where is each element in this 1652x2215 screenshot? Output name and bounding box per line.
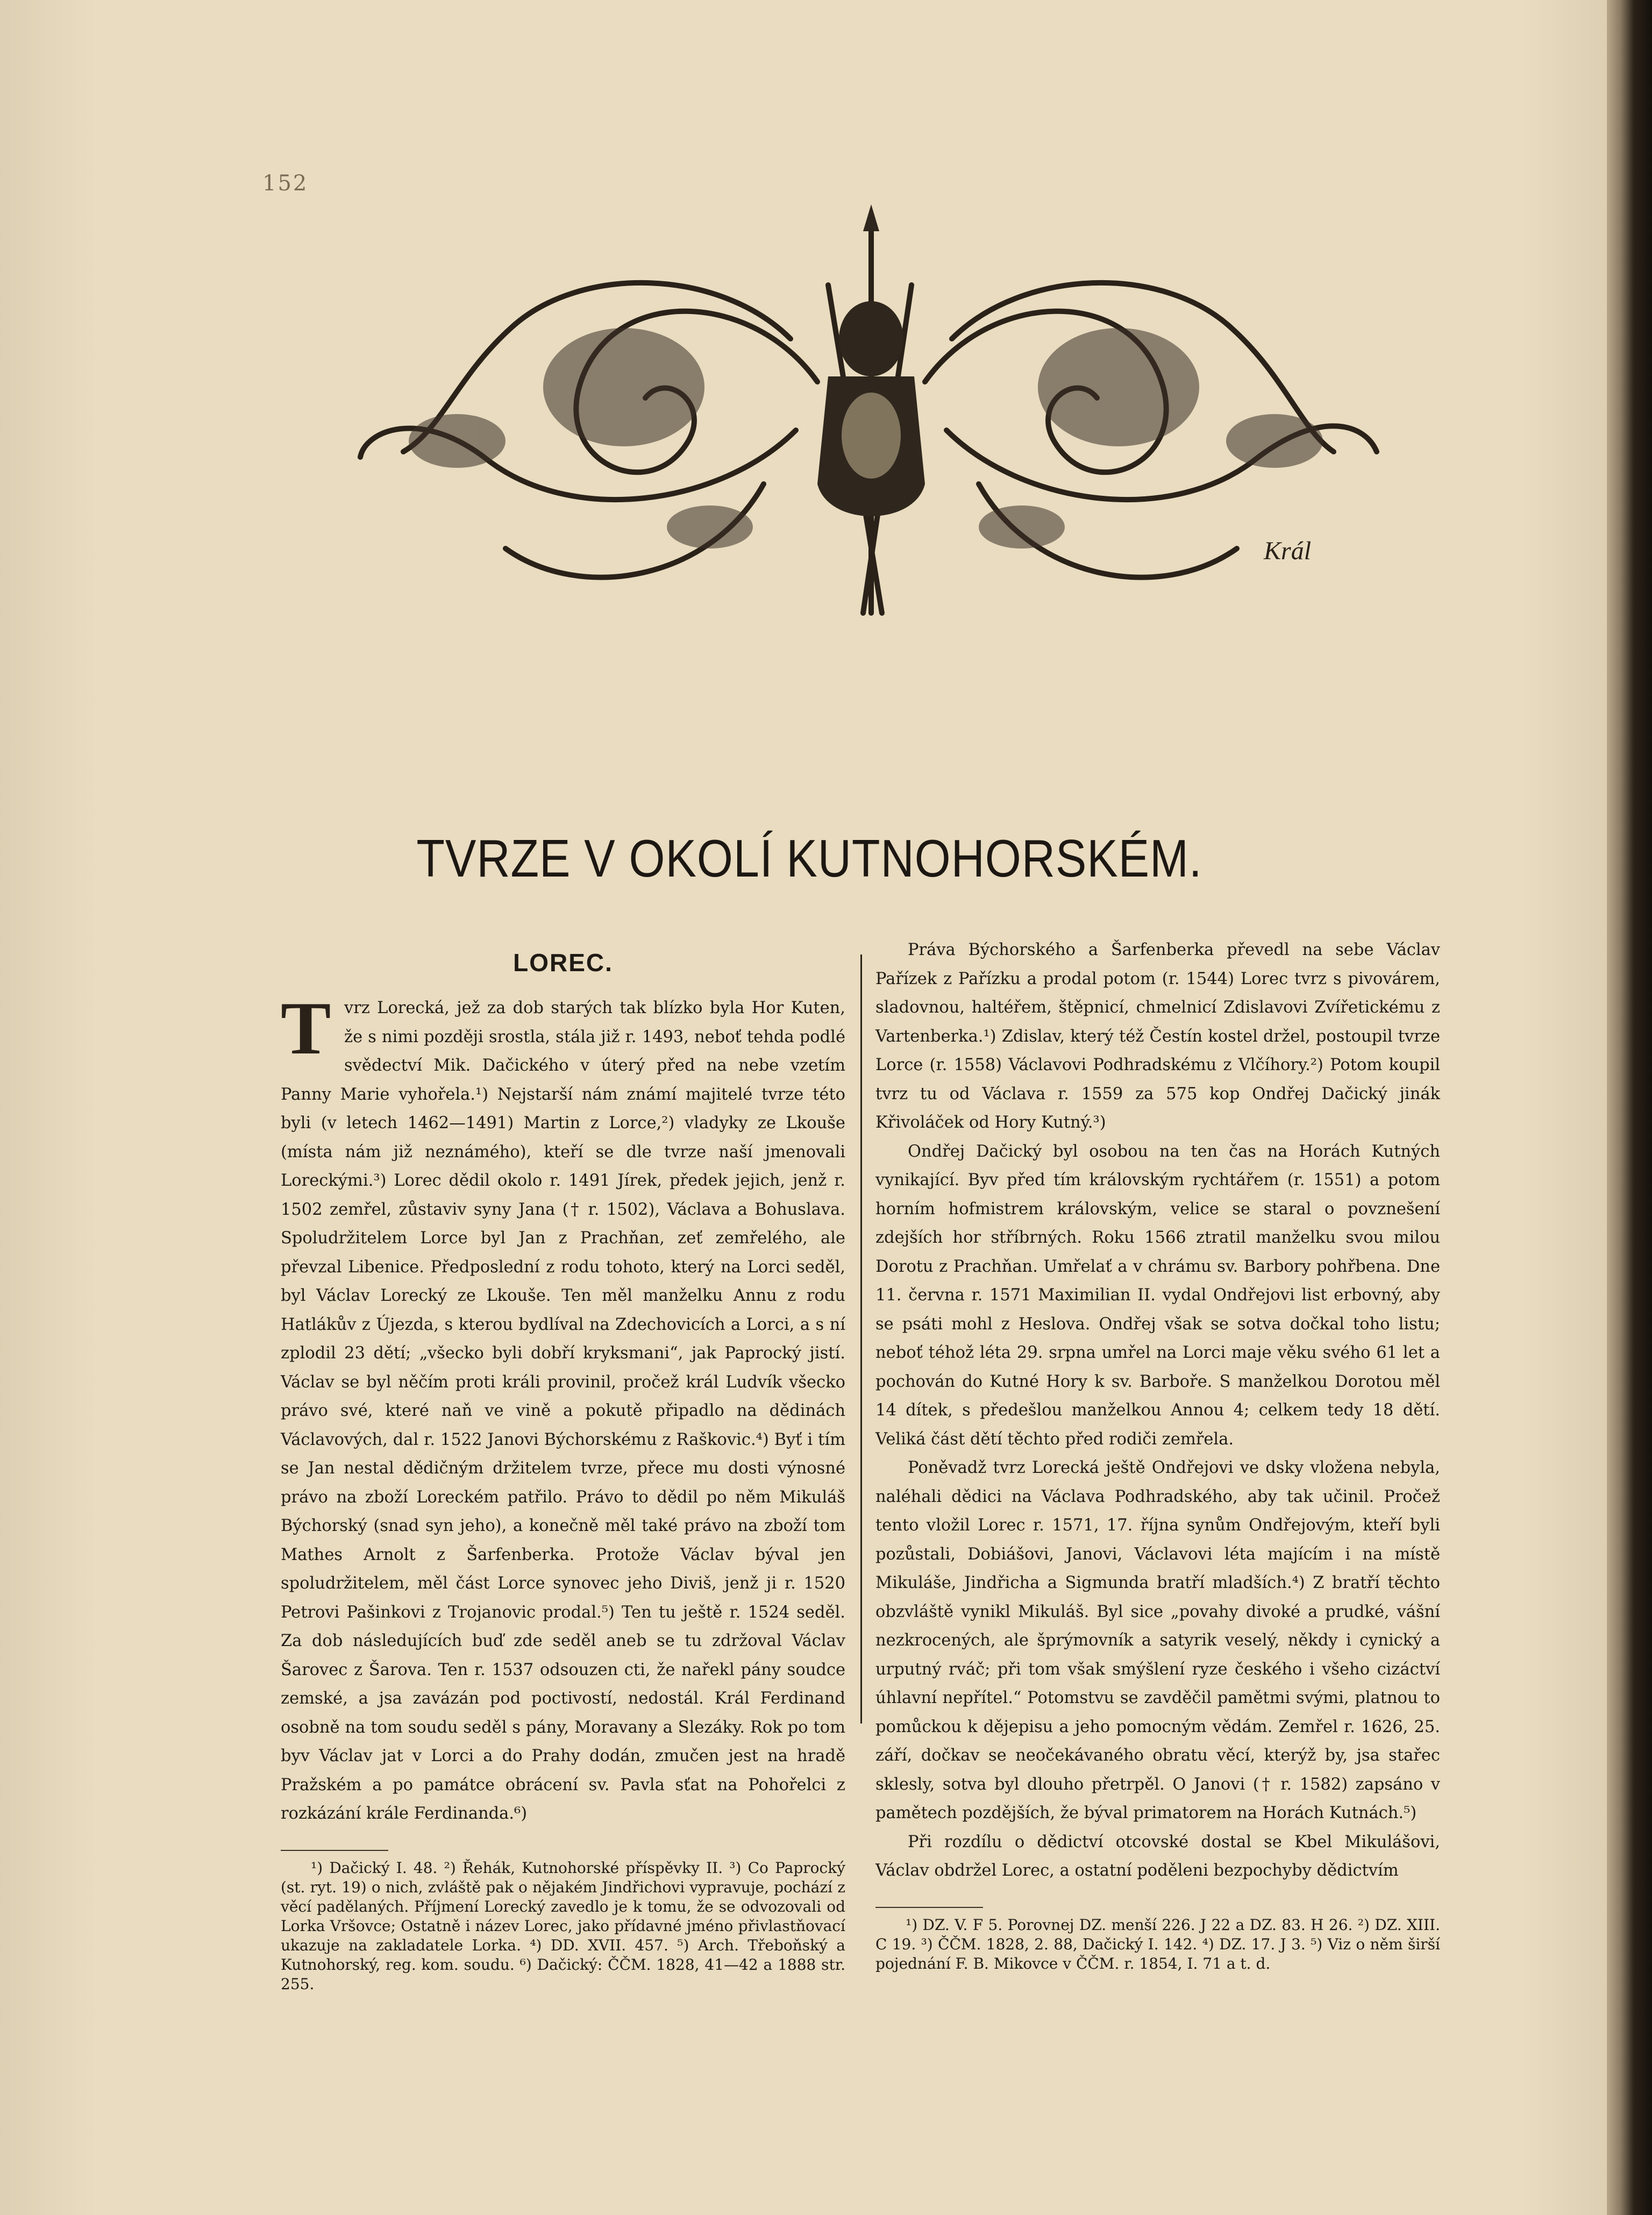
paragraph: Při rozdílu o dědictví otcovské dostal se Kbel Mikulášovi, Václav obdržel Lorec, a ostatní poděleni bezpochyby dědictvím (875, 1832, 1440, 1880)
paragraph: vrz Lorecká, jež za dob starých tak blízko byla Hor Kuten, že s nimi později srostla, stála již r. 1493, neboť tehda podlé svědectví Mik. Dačického v úterý před na nebe vzetím Panny Marie vyhořela.¹) Nejstarší nám známí majitelé tvrze této byli (v letech 1462—1491) Martin z Lorce,²) vladyky ze Lkouše (místa nám již neznámého), kteří se dle tvrze naší jmenovali Loreckými.³) Lorec dědil okolo r. 1491 Jírek, předek jejich, jenž r. 1502 zemřel, zůstaviv syny Jana († r. 1502), Václava a Bohuslava. Spoludržitelem Lorce byl Jan z Prachňan, zeť zemřelého, ale převzal Libenice. Předposlední z rodu tohoto, který na Lorci seděl, byl Václav Lorecký ze Lkouše. Ten měl manželku Annu z rodu Hatlákův z Újezda, s kterou bydlíval na Zdechovicích a Lorci, a s ní zplodil 23 dětí; „všecko byli dobří kryksmani“, jak Paprocký jistí. Václav se byl něčím proti králi provinil, pročež král Ludvík všecko právo své, které naň ve vině a pokutě připadlo na dědinách Václavových, dal r. 1522 Janovi Býchorskému z Raškovic.⁴) Byť i tím se Jan nestal dědičným držitelem tvrze, přece mu dosti výnosné právo na zboží Loreckém patřilo. Právo to dědil po něm Mikuláš Býchorský (snad syn jeho), a konečně měl také právo na zboží tom Mathes Arnolt z Šarfenberka. Protože Václav býval jen spoludržitelem, měl část Lorce synovec jeho Diviš, jenž ji r. 1520 Petrovi Pašinkovi z Trojanovic prodal.⁵) Ten tu ještě r. 1524 seděl. Za dob následujících buď zde seděl aneb se tu zdržoval Václav Šarovec z Šarova. Ten r. 1537 odsouzen cti, že nařekl pány soudce zemské, a jsa zavázán pod poctivostí, nedostál. Král Ferdinand osobně na tom soudu seděl s pány, Moravany a Slezáky. Rok po tom byv Václav jat v Lorci a do Prahy dodán, zmučen jest na hradě Pražském a po památce obrácení sv. Pavla sťat na Pohořelci z rozkázání krále Ferdinanda.⁶) (281, 999, 845, 1823)
left-footnotes (281, 1858, 845, 1994)
column-divider (860, 955, 862, 1723)
artist-signature: Král (1264, 537, 1312, 565)
left-column (281, 946, 845, 1994)
footnote-text: ¹) Dačický I. 48. ²) Řehák, Kutnohorské příspěvky II. ³) Co Paprocký (st. ryt. 19) o nich, zvláště pak o nějakém Jindřichovi vypravuje, pochází z věcí padělaných. Příjmení Lorecký zavedlo je k tomu, že se odvozovali od Lorka Vršovce; Ostatně i název Lorec, jako přídavné jméno přivlastňovací ukazuje na zakladatele Lorka. ⁴) DD. XVII. 457. ⁵) Arch. Třeboňský a Kutnohorský, reg. kom. soudu. ⁶) Dačický: ČČM. 1828, 41—42 a 1888 str. 255. (281, 1858, 845, 1993)
right-column (875, 936, 1440, 1974)
knight-ornament-icon (280, 204, 1398, 645)
footnote-rule (281, 1850, 388, 1851)
dropcap-letter: T (281, 987, 331, 1070)
section-title: LOREC. (513, 949, 613, 977)
footnote-rule (875, 1907, 983, 1908)
paragraph: Poněvadž tvrz Lorecká ještě Ondřejovi ve dsky vložena nebyla, naléhali dědici na Václava Podhradského, aby tak učinil. Pročež tento vložil Lorec r. 1571, 17. října synům Ondřejovým, kteří byli pozůstali, Dobiášovi, Janovi, Václavovi léta majícím i na místě Mikuláše, Jindřicha a Sigmunda bratří mladších.⁴) Z bratří těchto obzvláště vynikl Mikuláš. Byl sice „povahy divoké a prudké, vášní nezkrocených, ale šprýmovník a satyrik veselý, někdy i cynický a urputný rváč; při tom však smýšlení ryze českého i všeho cizáctví úhlavní nepřítel.“ Potomstvu se zavděčil pamětmi svými, platnou to pomůckou k dějepisu a jeho pomocným vědám. Zemřel r. 1626, 25. září, dočkav se neočekávaného obratu věcí, kterýž by, jsa stařec sklesly, sotva byl dlouho přetrpěl. O Janovi († r. 1582) zapsáno v pamětech pozdějších, že býval primatorem na Horách Kutnách.⁵) (875, 1458, 1440, 1822)
paragraph: Ondřej Dačický byl osobou na ten čas na Horách Kutných vynikající. Byv před tím královským rychtářem (r. 1551) a potom horním hofmistrem královským, velice se staral o povznešení zdejších hor stříbrných. Roku 1566 ztratil manželku svou milou Dorotu z Prachňan. Umřelať a v chrámu sv. Barbory pohřbena. Dne 11. června r. 1571 Maximilian II. vydal Ondřejovi list erbovný, aby se psáti mohl z Heslova. Ondřej však se sotva dočkal toho listu; neboť téhož léta 29. srpna umřel na Lorci maje věku svého 61 let a pochován do Kutné Hory k sv. Barboře. S manželkou Dorotou měl 14 dítek, s předešlou manželkou Annou 4; celkem tedy 18 dětí. Veliká část dětí těchto před rodiči zemřela. (875, 1142, 1440, 1449)
paragraph: Práva Býchorského a Šarfenberka převedl na sebe Václav Pařízek z Pařízku a prodal potom (r. 1544) Lorec tvrz s pivovárem, sladovnou, haltéřem, štěpnicí, chmelnicí Zdislavovi Zvířetickému z Vartenberka.¹) Zdislav, který též Čestín kostel držel, postoupil tvrze Lorce (r. 1558) Václavovi Podhradskému z Vlčíhory.²) Potom koupil tvrz tu od Václava r. 1559 za 575 kop Ondřej Dačický jinák Křivoláček od Hory Kutný.³) (875, 941, 1440, 1132)
page-number: 152 (262, 171, 309, 196)
right-footnotes (875, 1915, 1440, 1974)
footnote-text: ¹) DZ. V. F 5. Porovnej DZ. menší 226. J 22 a DZ. 83. H 26. ²) DZ. XIII. C 19. ³) ČČM. 1828, 2. 88, Dačický I. 142. ⁴) DZ. 17. J 3. ⁵) Viz o něm širší pojednání F. B. Mikovce v ČČM. r. 1854, I. 71 a t. d. (875, 1915, 1440, 1972)
book-spine (1607, 0, 1652, 2215)
page-title: TVRZE V OKOLÍ KUTNOHORSKÉM. (416, 829, 1202, 888)
dropcap (281, 987, 337, 1070)
